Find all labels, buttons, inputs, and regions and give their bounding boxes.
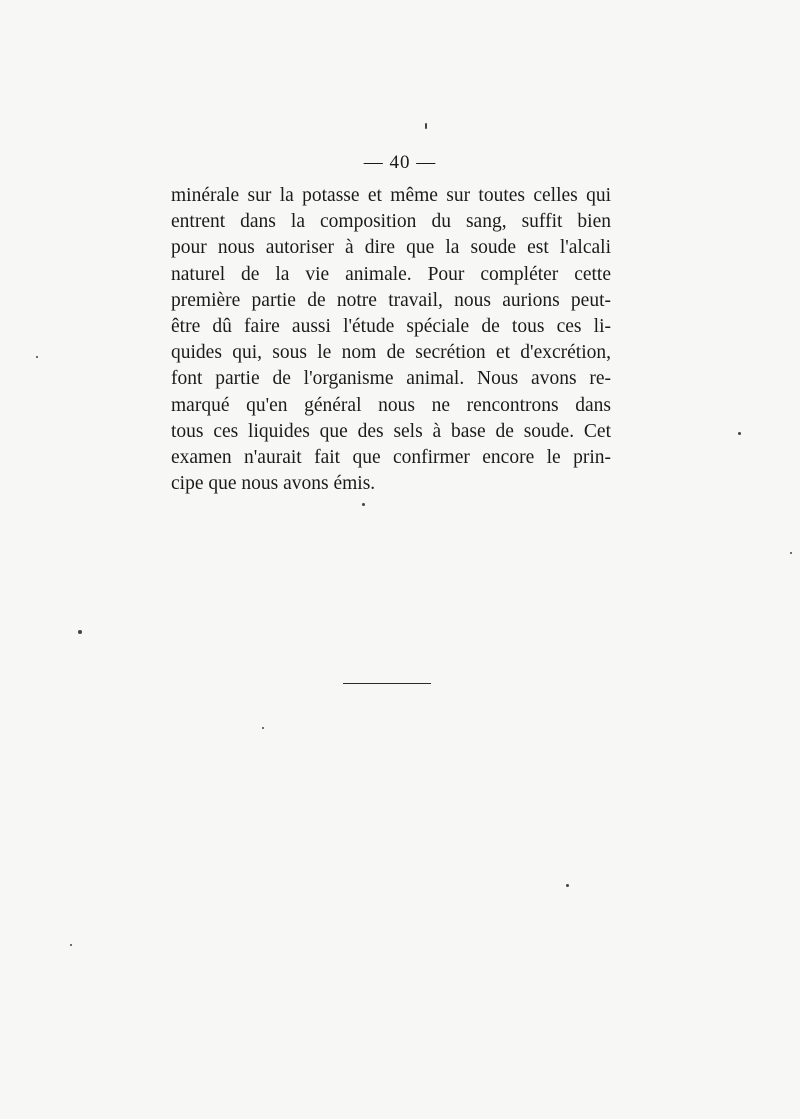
text-line: être dû faire aussi l'étude spéciale de tous ces li- xyxy=(171,315,611,337)
separator-rule xyxy=(343,683,431,684)
text-line: marqué qu'en général nous ne rencontrons dans xyxy=(171,394,611,416)
text-line: tous ces liquides que des sels à base de soude. Cet xyxy=(171,420,611,442)
text-line: quides qui, sous le nom de secrétion et d'excrétion, xyxy=(171,342,611,364)
text-line: examen n'aurait fait que confirmer encore le prin- xyxy=(171,446,611,468)
page-number: — 40 — xyxy=(363,152,437,173)
text-line: minérale sur la potasse et même sur toutes celles qui xyxy=(171,185,611,206)
text-line: entrent dans la composition du sang, suffit bien xyxy=(171,211,611,233)
text-line: font partie de l'organisme animal. Nous avons re- xyxy=(171,368,611,390)
text-line: première partie de notre travail, nous aurions peut- xyxy=(171,289,611,311)
text-line: pour nous autoriser à dire que la soude est l'alcali xyxy=(171,237,611,259)
text-line: cipe que nous avons émis. xyxy=(171,473,376,495)
body-paragraph xyxy=(171,183,611,497)
text-line: naturel de la vie animale. Pour compléter cette xyxy=(171,263,611,285)
